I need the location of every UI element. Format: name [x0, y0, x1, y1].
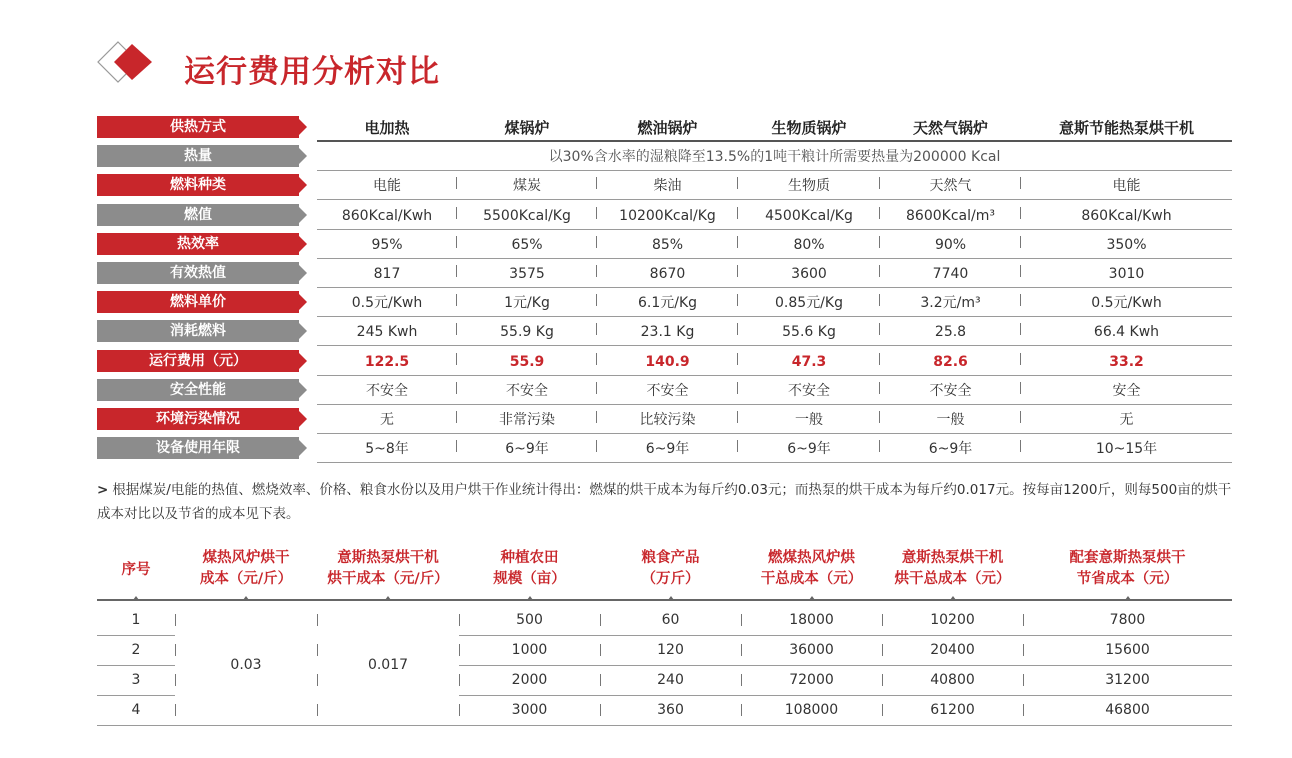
header-line: 节省成本（元） — [1076, 571, 1179, 587]
column-separator — [596, 265, 597, 277]
row-label: 热量 — [97, 145, 299, 167]
table-cell: 6~9年 — [928, 441, 973, 458]
header-line: 粮食产品 — [641, 550, 700, 566]
table-cell: 120 — [657, 642, 684, 658]
column-separator — [741, 704, 742, 716]
table-cell: 245 Kwh — [356, 324, 418, 341]
row-label: 燃料种类 — [97, 174, 299, 196]
table-cell: 不安全 — [366, 382, 408, 399]
table-cell: 非常污染 — [499, 412, 555, 428]
table-cell: 55.6 Kg — [782, 324, 836, 341]
note-marker: > — [97, 482, 109, 498]
table-row — [97, 405, 1232, 434]
column-separator — [1020, 353, 1021, 365]
column-separator — [459, 614, 460, 626]
table-cell: 2 — [131, 642, 141, 658]
row-label: 燃料单价 — [97, 291, 299, 313]
table-cell: 500 — [516, 612, 543, 628]
table-cell: 生物质 — [788, 178, 830, 195]
column-header — [459, 548, 600, 600]
column-header — [882, 548, 1023, 600]
column-separator — [456, 353, 457, 365]
table-cell: 61200 — [930, 702, 975, 718]
table-cell: 8670 — [649, 266, 686, 282]
table-cell: 10200 — [930, 612, 975, 628]
row-label: 安全性能 — [97, 379, 299, 401]
table-cell: 8600Kcal/m³ — [906, 207, 995, 224]
table-cell: 108000 — [784, 702, 839, 718]
header-line: 配套意斯热泵烘干 — [1069, 550, 1186, 566]
table-row — [97, 434, 1232, 463]
diamond-icon — [96, 40, 158, 84]
column-separator — [879, 177, 880, 189]
table-cell: 0.5元/Kwh — [351, 295, 423, 312]
column-separator — [456, 265, 457, 277]
coal-cost-cell: 0.03 — [230, 657, 262, 673]
column-separator — [1020, 323, 1021, 335]
column-separator — [1020, 207, 1021, 219]
column-separator — [879, 411, 880, 423]
column-separator — [459, 644, 460, 656]
column-separator — [596, 440, 597, 452]
table-cell: 85% — [651, 236, 684, 253]
table-cell: 电能 — [373, 178, 401, 195]
column-separator — [741, 644, 742, 656]
column-separator — [456, 177, 457, 189]
table-row — [97, 171, 1232, 200]
table-cell: 60 — [661, 612, 680, 628]
table-cell: 天然气 — [929, 178, 972, 195]
column-header: 意斯节能热泵烘干机 — [1058, 119, 1194, 137]
table-cell: 不安全 — [788, 382, 830, 399]
column-separator — [1020, 236, 1021, 248]
header-line: 序号 — [121, 562, 151, 578]
table-cell: 无 — [1119, 412, 1134, 428]
table-cell: 4500Kcal/Kg — [765, 207, 853, 224]
header-line: 干总成本（元） — [760, 571, 863, 587]
column-separator — [737, 411, 738, 423]
table-cell: 不安全 — [646, 382, 689, 399]
column-separator — [1020, 265, 1021, 277]
header-line: 意斯热泵烘干机 — [337, 550, 439, 566]
table-row — [97, 230, 1232, 259]
cost-note — [97, 478, 1237, 526]
table-cell: 比较污染 — [639, 412, 696, 428]
heatpump-cost-cell: 0.017 — [367, 657, 409, 673]
table-cell: 10200Kcal/Kg — [619, 207, 716, 224]
column-separator — [882, 644, 883, 656]
row-divider — [317, 462, 1232, 463]
column-separator — [879, 440, 880, 452]
column-separator — [737, 353, 738, 365]
column-separator — [1023, 704, 1024, 716]
table-cell: 3000 — [511, 702, 548, 718]
table-cell: 82.6 — [933, 353, 968, 370]
column-separator — [600, 674, 601, 686]
column-separator — [737, 265, 738, 277]
table-cell: 一般 — [795, 412, 823, 428]
table-cell: 350% — [1106, 236, 1147, 253]
column-separator — [1023, 614, 1024, 626]
table-cell: 不安全 — [506, 382, 548, 399]
table-cell: 3 — [131, 672, 141, 688]
column-separator — [456, 323, 457, 335]
table-cell: 140.9 — [645, 353, 690, 370]
column-separator — [737, 177, 738, 189]
header-line: 种植农田 — [500, 550, 559, 566]
column-header — [1023, 548, 1232, 600]
header-line: 成本（元/斤） — [199, 571, 293, 587]
column-separator — [456, 236, 457, 248]
table-cell: 55.9 — [509, 353, 545, 370]
table-cell: 不安全 — [929, 382, 972, 399]
column-separator — [596, 382, 597, 394]
table-cell: 3600 — [791, 266, 827, 282]
table-row — [97, 317, 1232, 346]
table-cell: 860Kcal/Kwh — [341, 207, 433, 224]
table-cell: 240 — [657, 672, 684, 688]
column-separator — [879, 236, 880, 248]
column-separator — [741, 674, 742, 686]
header-line: 规模（亩） — [493, 571, 566, 587]
column-header: 天然气锅炉 — [912, 119, 988, 137]
table-row — [97, 113, 1232, 142]
column-separator — [741, 614, 742, 626]
table-cell: 860Kcal/Kwh — [1081, 207, 1172, 224]
column-separator — [456, 294, 457, 306]
column-separator — [596, 207, 597, 219]
row-label: 燃值 — [97, 204, 299, 226]
column-header: 燃油锅炉 — [637, 119, 698, 137]
row-label: 热效率 — [97, 233, 299, 255]
column-separator — [1020, 294, 1021, 306]
table-cell: 25.8 — [934, 324, 967, 341]
column-separator — [879, 294, 880, 306]
row-label: 供热方式 — [97, 116, 299, 138]
table-row — [97, 259, 1232, 288]
column-separator — [600, 644, 601, 656]
table-cell: 煤炭 — [513, 178, 541, 195]
row-label: 消耗燃料 — [97, 320, 299, 342]
column-separator — [459, 674, 460, 686]
header-divider — [97, 599, 1232, 601]
column-separator — [879, 207, 880, 219]
column-separator — [456, 411, 457, 423]
column-separator — [737, 207, 738, 219]
column-separator — [737, 440, 738, 452]
column-header — [317, 548, 459, 600]
column-separator — [175, 614, 176, 626]
table-cell: 7800 — [1109, 612, 1146, 628]
table-cell: 18000 — [789, 612, 834, 628]
table-cell: 5~8年 — [365, 441, 409, 458]
table-cell: 6.1元/Kg — [637, 295, 698, 312]
table-cell: 1 — [131, 612, 141, 628]
column-separator — [596, 353, 597, 365]
table-cell: 1000 — [511, 642, 548, 658]
column-separator — [1020, 177, 1021, 189]
table-cell: 6~9年 — [787, 441, 831, 458]
table-cell: 10~15年 — [1095, 441, 1158, 458]
column-separator — [737, 382, 738, 394]
table-row — [97, 376, 1232, 405]
column-separator — [317, 704, 318, 716]
drying-cost-table — [97, 544, 1232, 724]
column-separator — [456, 440, 457, 452]
table-cell: 2000 — [511, 672, 548, 688]
row-label: 环境污染情况 — [97, 408, 299, 430]
row-label: 有效热值 — [97, 262, 299, 284]
table-cell: 40800 — [930, 672, 975, 688]
column-separator — [882, 614, 883, 626]
table-cell: 47.3 — [791, 353, 827, 370]
column-separator — [175, 704, 176, 716]
table-row — [97, 288, 1232, 317]
column-separator — [1023, 674, 1024, 686]
table-cell: 安全 — [1112, 382, 1141, 399]
column-separator — [456, 382, 457, 394]
table-cell: 0.5元/Kwh — [1091, 295, 1162, 312]
heat-description: 以30%含水率的湿粮降至13.5%的1吨干粮计所需要热量为200000 Kcal — [548, 149, 1001, 166]
table-cell: 一般 — [936, 412, 965, 428]
table-cell: 95% — [371, 236, 403, 253]
table-cell: 65% — [511, 236, 543, 253]
column-separator — [317, 614, 318, 626]
column-separator — [459, 704, 460, 716]
column-separator — [1020, 411, 1021, 423]
table-cell: 柴油 — [653, 178, 682, 195]
table-cell: 无 — [380, 412, 394, 428]
column-separator — [1023, 644, 1024, 656]
column-separator — [737, 323, 738, 335]
column-header: 电加热 — [364, 119, 410, 137]
column-separator — [596, 323, 597, 335]
page-title: 运行费用分析对比 — [184, 54, 440, 90]
column-separator — [882, 704, 883, 716]
table-cell: 6~9年 — [505, 441, 549, 458]
table-cell: 55.9 Kg — [500, 324, 554, 341]
column-separator — [596, 177, 597, 189]
table-cell: 90% — [934, 236, 967, 253]
column-separator — [596, 236, 597, 248]
table-cell: 3010 — [1108, 266, 1145, 282]
column-separator — [600, 704, 601, 716]
table-cell: 7740 — [932, 266, 969, 282]
column-separator — [596, 411, 597, 423]
column-separator — [1020, 382, 1021, 394]
column-separator — [737, 294, 738, 306]
table-cell: 0.85元/Kg — [775, 295, 843, 312]
header-line: 煤热风炉烘干 — [202, 550, 290, 566]
table-cell: 3.2元/m³ — [920, 295, 981, 312]
row-label: 设备使用年限 — [97, 437, 299, 459]
table-cell: 20400 — [930, 642, 975, 658]
table-row — [97, 142, 1232, 171]
table-cell: 122.5 — [364, 353, 410, 370]
column-separator — [1020, 440, 1021, 452]
column-separator — [879, 382, 880, 394]
table-cell: 36000 — [789, 642, 834, 658]
table-cell: 3575 — [509, 266, 545, 282]
header-line: 意斯热泵烘干机 — [901, 550, 1004, 566]
column-separator — [879, 353, 880, 365]
header-line: 烘干成本（元/斤） — [327, 571, 449, 587]
header-line: 燃煤热风炉烘 — [768, 550, 855, 566]
column-header: 煤锅炉 — [504, 119, 550, 137]
column-header — [600, 548, 741, 600]
table-cell: 4 — [131, 702, 141, 718]
table-cell: 46800 — [1105, 702, 1150, 718]
column-separator — [882, 674, 883, 686]
column-separator — [879, 323, 880, 335]
column-separator — [737, 236, 738, 248]
column-separator — [596, 294, 597, 306]
table-cell: 23.1 Kg — [640, 324, 695, 341]
column-separator — [879, 265, 880, 277]
table-cell: 5500Kcal/Kg — [483, 207, 571, 224]
table-row — [97, 347, 1232, 376]
table-cell: 6~9年 — [645, 441, 690, 458]
table-cell: 33.2 — [1109, 353, 1144, 370]
column-separator — [456, 207, 457, 219]
row-divider — [97, 725, 1232, 726]
table-cell: 72000 — [789, 672, 834, 688]
header-line: 烘干总成本（元） — [894, 571, 1011, 587]
header-line: （万斤） — [641, 571, 700, 587]
table-cell: 80% — [793, 236, 825, 253]
column-header — [175, 548, 317, 600]
table-row — [97, 201, 1232, 230]
column-separator — [600, 614, 601, 626]
table-cell: 31200 — [1105, 672, 1150, 688]
note-text: 根据煤炭/电能的热值、燃烧效率、价格、粮食水份以及用户烘干作业统计得出：燃煤的烘干成本为每斤约0.03元；而热泵的烘干成本为每斤约0.017元。按每亩1200斤，则每500亩的烘干成本对比以及节省的成本见下表。 — [97, 482, 1232, 522]
column-header — [741, 548, 882, 600]
column-header: 生物质锅炉 — [771, 119, 847, 137]
table-cell: 817 — [373, 266, 401, 282]
row-label: 运行费用（元） — [97, 350, 299, 372]
table-cell: 15600 — [1105, 642, 1150, 658]
table-cell: 1元/Kg — [504, 295, 550, 312]
table-cell: 电能 — [1112, 178, 1141, 195]
table-cell: 66.4 Kwh — [1093, 324, 1160, 341]
table-cell: 360 — [657, 702, 684, 718]
